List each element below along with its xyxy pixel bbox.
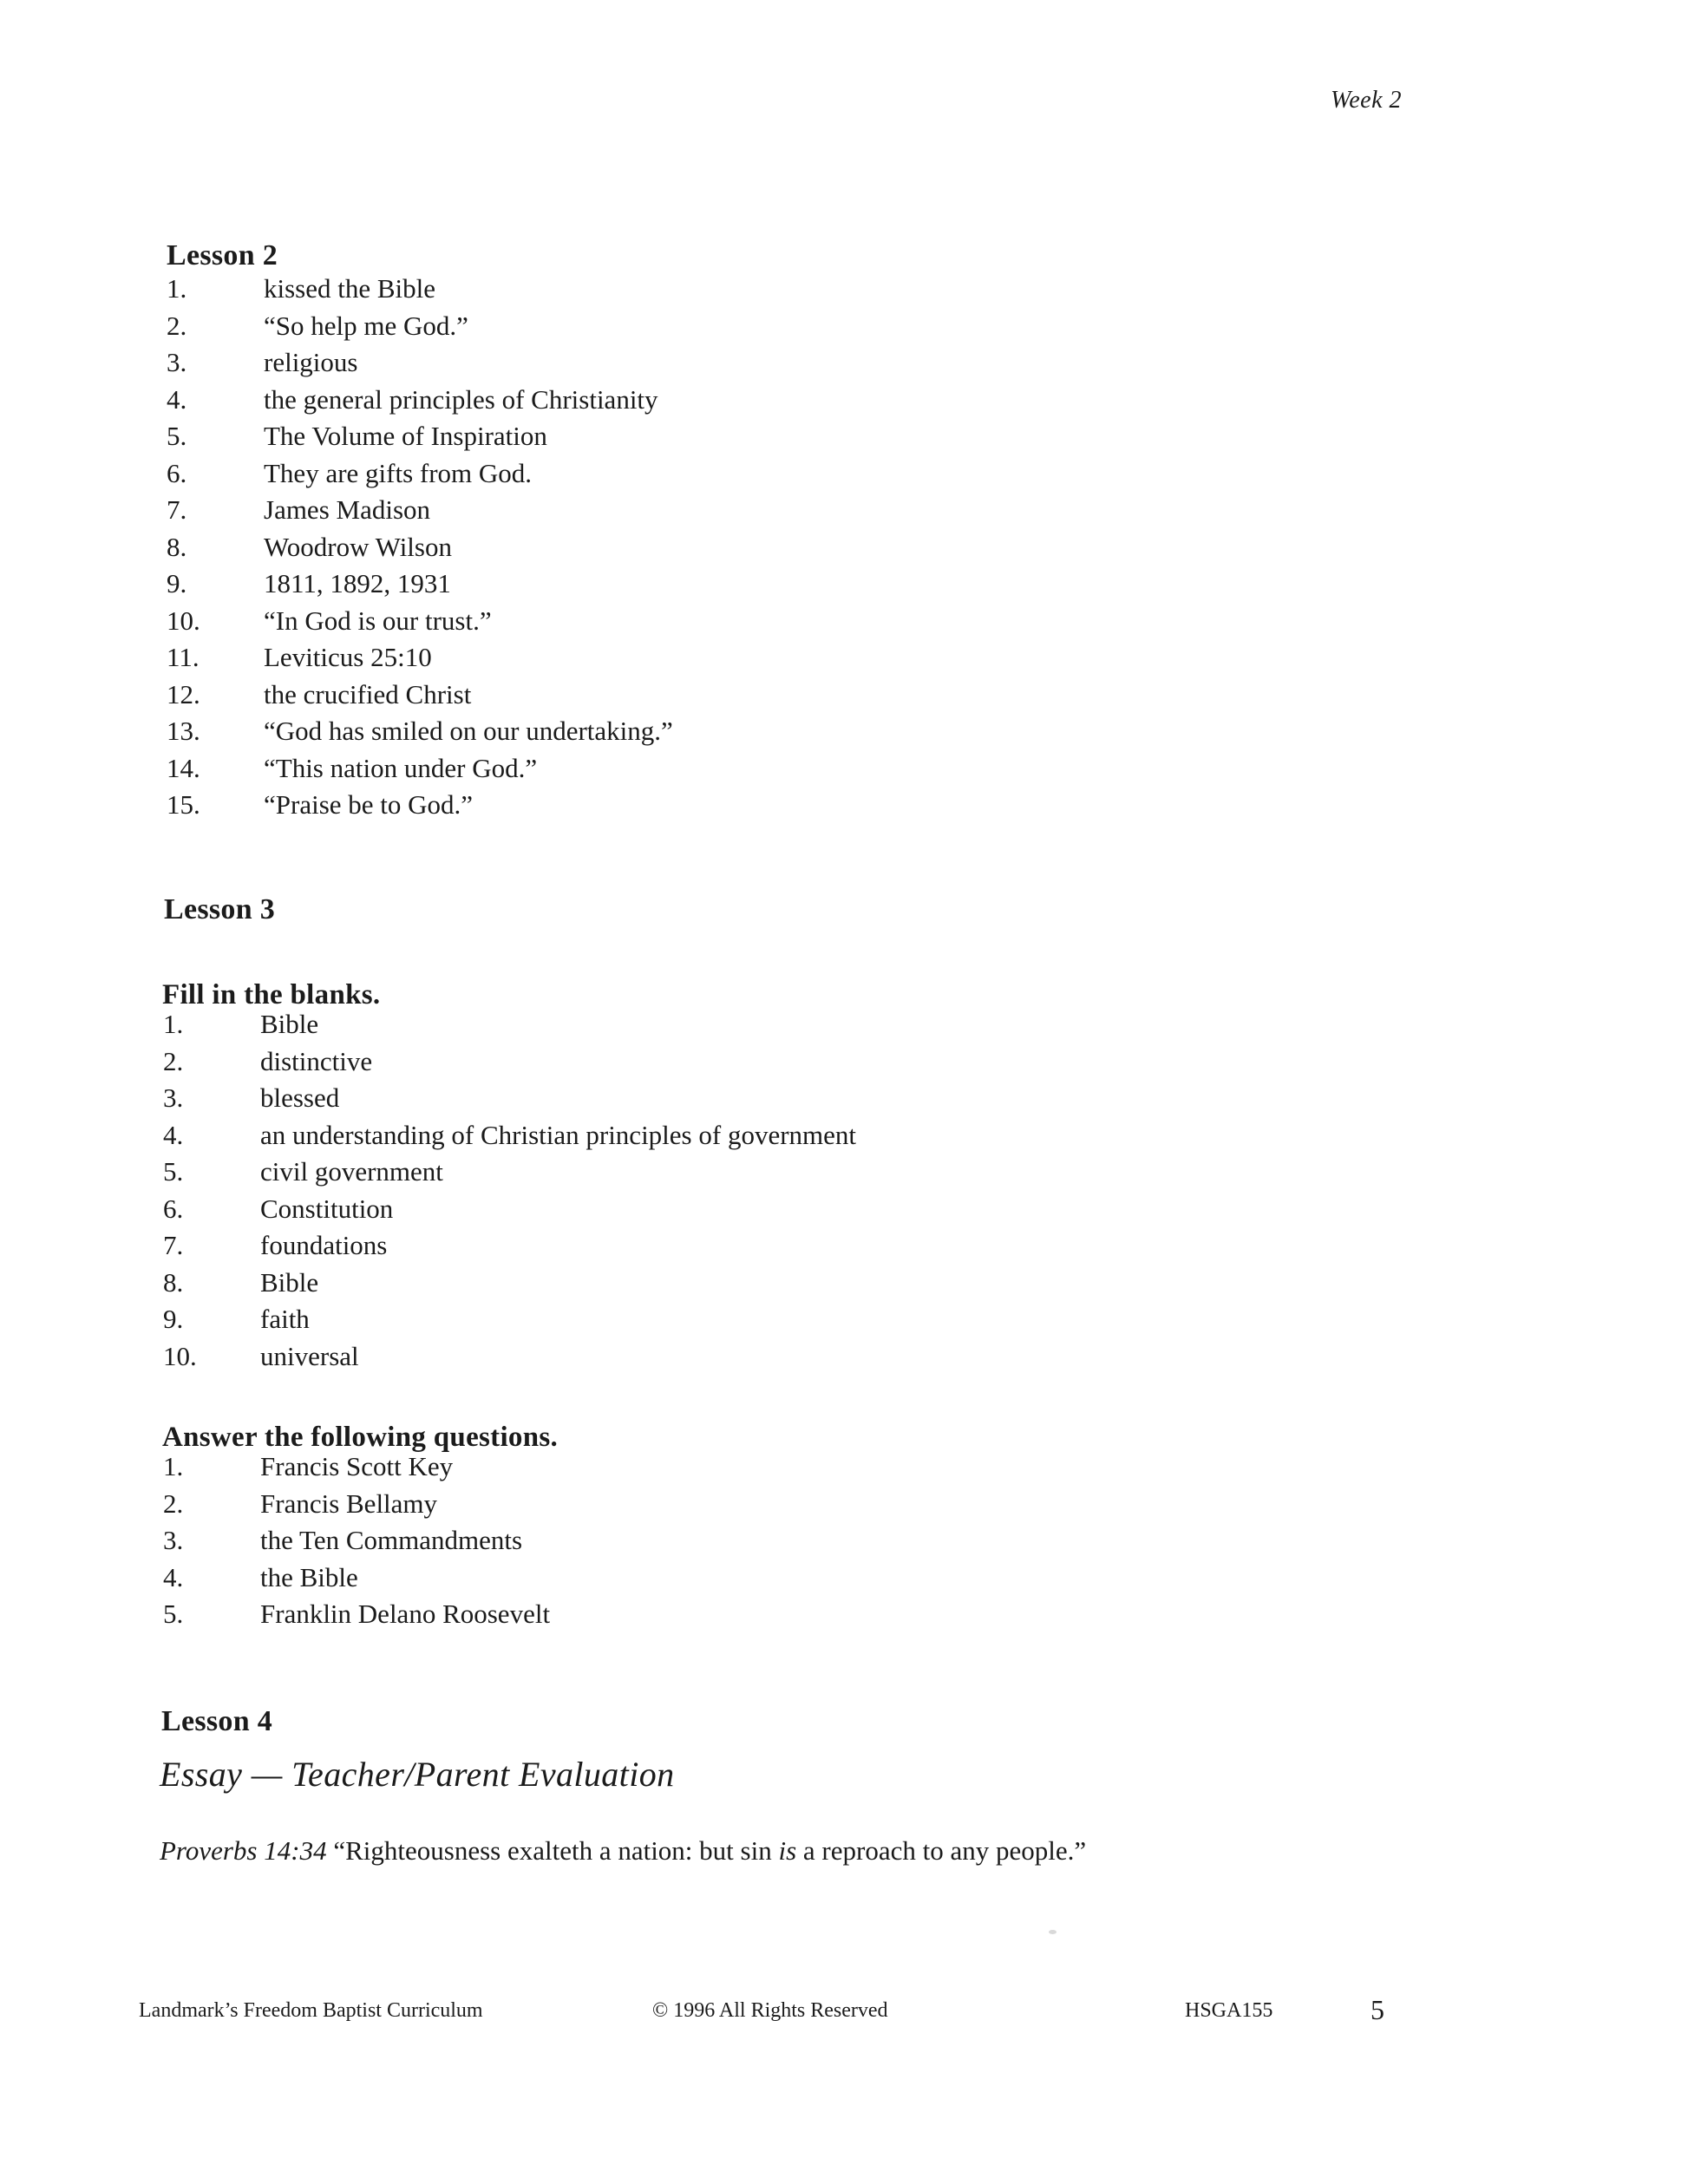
answer-text: The Volume of Inspiration [264,421,547,451]
fill-in-blanks-heading: Fill in the blanks. [162,979,381,1010]
answer-text: universal [260,1340,359,1371]
verse-quote-start: “Righteousness exalteth a nation: but sin [333,1835,772,1866]
answer-number: 6. [163,1193,184,1224]
answer-row [163,1043,1464,1081]
answer-row [163,1301,1464,1338]
answer-text: “So help me God.” [264,310,468,341]
answer-row [163,1596,1464,1633]
answer-number: 10. [167,605,200,636]
week-header-label: Week 2 [1331,87,1403,114]
answer-row [163,1117,1464,1154]
answer-number: 10. [163,1340,197,1371]
answer-row [167,677,1468,714]
lesson4-heading: Lesson 4 [161,1705,273,1738]
answer-number: 4. [167,383,187,415]
answer-number: 9. [167,568,187,598]
answer-row [167,382,1468,419]
answer-text: the Ten Commandments [260,1525,523,1555]
answer-text: “In God is our trust.” [264,605,492,636]
answer-row [167,492,1468,529]
answer-text: the general principles of Christianity [264,383,658,415]
scan-speck-artifact [1049,1930,1057,1934]
answer-text: faith [260,1304,310,1334]
answer-text: Francis Bellamy [260,1488,438,1519]
proverbs-verse-line [160,1835,1461,1867]
answer-row [167,529,1468,566]
answer-number: 6. [167,457,187,488]
answer-text: Francis Scott Key [260,1451,454,1481]
answer-number: 8. [163,1266,184,1298]
answer-text: blessed [260,1082,340,1113]
answer-number: 8. [167,531,187,562]
answer-text: the crucified Christ [264,678,472,709]
answer-row [167,566,1468,603]
answer-number: 11. [167,642,200,672]
answer-text: Woodrow Wilson [264,531,452,562]
answer-text: an understanding of Christian principles of government [260,1119,857,1150]
footer-course-code: HSGA155 [1185,1999,1273,2022]
answer-number: 3. [163,1525,184,1555]
answer-text: “Praise be to God.” [264,789,474,820]
answer-number: 15. [167,789,200,820]
essay-evaluation-heading: Essay — Teacher/Parent Evaluation [160,1755,675,1794]
answer-number: 5. [163,1599,184,1629]
answer-text: “God has smiled on our undertaking.” [264,716,673,746]
answer-row [163,1486,1464,1523]
answer-number: 4. [163,1561,184,1592]
answer-row [167,455,1468,493]
answer-number: 1. [167,273,187,304]
answer-number: 1. [163,1451,184,1481]
answer-text: Constitution [260,1193,394,1224]
answer-text: Leviticus 25:10 [264,642,432,672]
answer-number: 2. [163,1045,184,1076]
answer-questions-heading: Answer the following questions. [162,1422,559,1453]
answer-text: kissed the Bible [264,273,436,304]
answer-number: 12. [167,678,200,709]
answer-text: the Bible [260,1561,358,1592]
answer-row [163,1154,1464,1191]
answer-number: 3. [167,347,187,377]
answer-row [167,603,1468,640]
answer-row [163,1522,1464,1560]
answer-number: 14. [167,752,200,783]
lesson2-heading: Lesson 2 [167,239,278,272]
answer-number: 2. [163,1488,184,1519]
answer-row [163,1080,1464,1117]
answer-number: 4. [163,1119,184,1150]
footer-copyright: © 1996 All Rights Reserved [652,1999,888,2022]
answer-text: James Madison [264,494,431,525]
answer-text: civil government [260,1156,443,1187]
answer-number: 2. [167,310,187,341]
answer-number: 1. [163,1009,184,1039]
answer-text: foundations [260,1230,388,1260]
answer-number: 5. [167,421,187,451]
answer-row [167,271,1468,308]
page-number: 5 [1371,1994,1384,2025]
answer-text: They are gifts from God. [264,457,533,488]
answer-row [167,787,1468,824]
lesson3-heading: Lesson 3 [164,893,276,926]
answer-row [163,1265,1464,1302]
answer-row [167,750,1468,788]
answer-text: 1811, 1892, 1931 [264,568,451,598]
answer-row [167,308,1468,345]
answer-text: Bible [260,1266,319,1298]
answer-text: Franklin Delano Roosevelt [260,1599,551,1629]
answer-number: 13. [167,716,200,746]
verse-quote-end: a reproach to any people.” [802,1835,1087,1866]
answer-number: 7. [167,494,187,525]
answer-text: religious [264,347,358,377]
verse-emphasized-word: is [778,1835,797,1866]
answer-row [167,639,1468,677]
questions-answer-list [163,1448,1464,1633]
answer-text: “This nation under God.” [264,752,538,783]
answer-row [167,344,1468,382]
answer-row [163,1338,1464,1376]
answer-number: 7. [163,1230,184,1260]
answer-row [163,1560,1464,1597]
answer-row [163,1448,1464,1486]
answer-row [163,1227,1464,1265]
answer-text: distinctive [260,1045,373,1076]
answer-number: 5. [163,1156,184,1187]
answer-number: 3. [163,1082,184,1113]
answer-row [163,1006,1464,1043]
answer-row [167,418,1468,455]
verse-reference: Proverbs 14:34 [160,1835,327,1866]
answer-number: 9. [163,1304,184,1334]
answer-text: Bible [260,1009,319,1039]
fill-in-blanks-answer-list [163,1006,1464,1375]
answer-row [163,1191,1464,1228]
lesson2-answer-list [167,271,1468,824]
answer-row [167,713,1468,750]
footer-curriculum-name: Landmark’s Freedom Baptist Curriculum [139,1999,483,2022]
